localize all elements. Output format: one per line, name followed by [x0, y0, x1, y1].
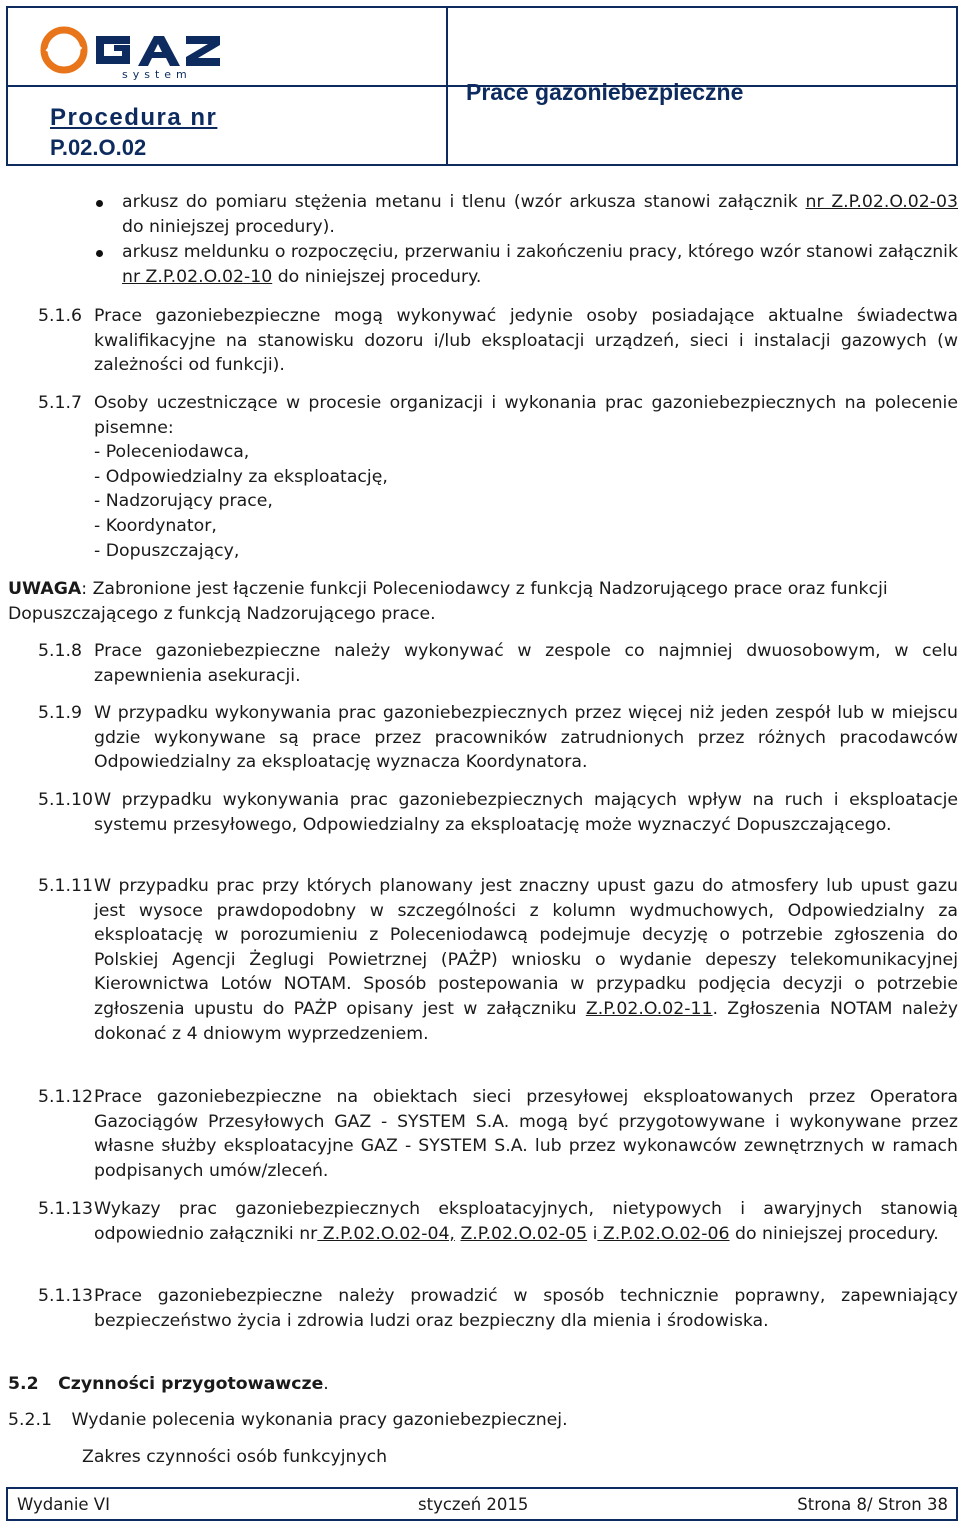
paragraph-5-1-6 [38, 304, 958, 378]
warning-text: : Zabronione jest łączenie funkcji Poleceniodawcy z funkcją Nadzorującego prace oraz funkcji Dopuszczającego z funkcją Nadzorującego prace. [8, 579, 888, 624]
header-column-divider [446, 8, 448, 164]
role-item: - Nadzorujący prace, [94, 491, 273, 512]
paragraph-5-1-8 [38, 639, 958, 688]
attachment-link[interactable]: Z.P.02.O.02-04, [317, 1223, 455, 1244]
svg-text:system: system [122, 68, 192, 81]
date-label: styczeń 2015 [418, 1495, 529, 1514]
subsection-5-2-1 [8, 1408, 568, 1433]
page-number: Strona 8/ Stron 38 [797, 1495, 948, 1514]
paragraph-5-1-11: 5.1.11 W przypadku prac przy których planowany jest znaczny upust gazu do atmosfery lub upust gazu jest wysoce prawdopodobny w szczególności z kolumn wydmuchowych, Odpowiedzialny za eksploatację w porozumieniu z Poleceniodawcą podejmuje decyzję o potrzebie zgłoszenia do Polskiej Agencji Żeglugi Powietrznej (PAŻP) wniosku o wydanie depeszy telekomunikacyjnej Kierownictwa Lotów NOTAM. Sposób postepowania w przypadku podjęcia decyzji o potrzebie zgłoszenia upustu do PAŻP opisany jest w załączniku Z.P.02.O.02-11. Zgłoszenia NOTAM należy dokonać z 4 dniowym wyprzedzeniem. [38, 876, 958, 1044]
paragraph-text: W przypadku wykonywania prac gazoniebezpiecznych przez więcej niż jeden zespół lub w miejscu gdzie wykonywane są prace przez pracowników zatrudnionych przez różnych pracodawców Odpowiedzialny za eksploatację wyznacza Koordynatora. [94, 703, 958, 773]
procedure-label: Procedura nr [50, 104, 218, 131]
paragraph-text: Osoby uczestniczące w procesie organizacji i wykonania prac gazoniebezpiecznych na polecenie pisemne: [94, 393, 958, 438]
scope-heading: Zakres czynności osób funkcyjnych [82, 1447, 388, 1467]
page-header [6, 6, 958, 166]
edition-label: Wydanie VI [17, 1495, 110, 1514]
section-heading-5-2: 5.2 Czynności przygotowawcze. [8, 1374, 329, 1394]
attachment-link[interactable]: Z.P.02.O.02-11 [585, 998, 713, 1019]
section-title: Czynności przygotowawcze [58, 1374, 324, 1394]
document-title: Prace gazoniebezpieczne [466, 79, 744, 105]
list-item: arkusz do pomiaru stężenia metanu i tlenu (wzór arkusza stanowi załącznik nr Z.P.02.O.02-03 do niniejszej procedury). [122, 190, 958, 239]
list-item: arkusz meldunku o rozpoczęciu, przerwaniu i zakończeniu pracy, którego wzór stanowi załącznik nr Z.P.02.O.02-10 do niniejszej procedury. [122, 240, 958, 289]
paragraph-text: Prace gazoniebezpieczne mogą wykonywać jedynie osoby posiadające aktualne świadectwa kwalifikacyjne na stanowisku dozoru i/lub eksploatacji urządzeń, sieci i instalacji gazowych (w zależności od funkcji). [94, 306, 958, 376]
paragraph-text: Prace gazoniebezpieczne należy wykonywać w zespole co najmniej dwuosobowym, w celu zapewnienia asekuracji. [94, 641, 958, 686]
paragraph-text: W przypadku prac przy których planowany jest znaczny upust gazu do atmosfery lub upust gazu jest wysoce prawdopodobny w szczególności z kolumn wydmuchowych, Odpowiedzialny za eksploatację w porozumieniu z Poleceniodawcą podejmuje decyzję o potrzebie zgłoszenia do Polskiej Agencji Żeglugi Powietrznej (PAŻP) wniosku o wydanie depeszy telekomunikacyjnej Kierownictwa Lotów NOTAM. Sposób postepowania w przypadku podjęcia decyzji o potrzebie zgłoszenia upustu do PAŻP opisany jest w załączniku [94, 876, 958, 1019]
procedure-code: P.02.O.02 [50, 135, 147, 160]
bullet-icon [96, 250, 103, 257]
attachment-link[interactable]: nr Z.P.02.O.02-10 [122, 266, 273, 287]
role-item: - Poleceniodawca, [94, 442, 250, 463]
bullet-icon [96, 200, 103, 207]
attachment-link[interactable]: Z.P.02.O.02-05 [460, 1223, 588, 1244]
paragraph-text: W przypadku wykonywania prac gazoniebezpiecznych mających wpływ na ruch i eksploatacje systemu przesyłowego, Odpowiedzialny za eksploatację może wyznaczyć Dopuszczającego. [94, 790, 958, 835]
paragraph-number: 5.1.13 [38, 1286, 93, 1306]
role-item: - Koordynator, [94, 515, 217, 536]
paragraph-number: 5.1.13 [38, 1199, 93, 1219]
paragraph-number: 5.1.12 [38, 1087, 93, 1107]
paragraph-text: Prace gazoniebezpieczne należy prowadzić w sposób technicznie poprawny, zapewniający bezpieczeństwo życia i zdrowia ludzi oraz bezpieczny dla mienia i środowiska. [94, 1286, 958, 1331]
paragraph-5-1-12 [38, 1085, 958, 1183]
subsection-title: Wydanie polecenia wykonania pracy gazoniebezpiecznej. [71, 1410, 568, 1430]
warning-label: UWAGA [8, 579, 82, 599]
gaz-system-logo [38, 22, 248, 82]
section-number: 5.2 [8, 1374, 39, 1394]
role-item: - Odpowiedzialny za eksploatację, [94, 466, 388, 487]
paragraph-5-1-10 [38, 788, 958, 837]
page-footer [6, 1487, 958, 1521]
paragraph-number: 5.1.9 [38, 703, 82, 723]
paragraph-text: Wykazy prac gazoniebezpiecznych eksploatacyjnych, nietypowych i awaryjnych stanowią odpowiednio załączniki nr [94, 1199, 958, 1244]
role-item: - Dopuszczający, [94, 540, 240, 561]
paragraph-number: 5.1.7 [38, 393, 82, 413]
paragraph-number: 5.1.11 [38, 876, 93, 896]
attachment-link[interactable]: nr Z.P.02.O.02-03 [805, 192, 958, 212]
paragraph-5-1-13-conduct [38, 1284, 958, 1333]
paragraph-5-1-9 [38, 701, 958, 775]
paragraph-5-1-7 [38, 391, 958, 563]
warning-note [8, 577, 953, 626]
paragraph-number: 5.1.10 [38, 790, 93, 810]
subsection-number: 5.2.1 [8, 1410, 52, 1430]
paragraph-5-1-13-lists: 5.1.13 Wykazy prac gazoniebezpiecznych eksploatacyjnych, nietypowych i awaryjnych stanowią odpowiednio załączniki nr Z.P.02.O.02-04, Z.P.02.O.02-05 i Z.P.02.O.02-06 do niniejszej procedury. [38, 1199, 958, 1244]
paragraph-text: Prace gazoniebezpieczne na obiektach sieci przesyłowej eksploatowanych przez Operatora Gazociągów Przesyłowych GAZ - SYSTEM S.A. mogą być przygotowywane i wykonywane przez własne służby eksploatacyjne GAZ - SYSTEM S.A. lub przez wykonawców zewnętrznych w ramach podpisanych umów/zleceń. [94, 1087, 958, 1181]
paragraph-number: 5.1.6 [38, 306, 82, 326]
attachment-link[interactable]: Z.P.02.O.02-06 [597, 1223, 730, 1244]
paragraph-number: 5.1.8 [38, 641, 82, 661]
